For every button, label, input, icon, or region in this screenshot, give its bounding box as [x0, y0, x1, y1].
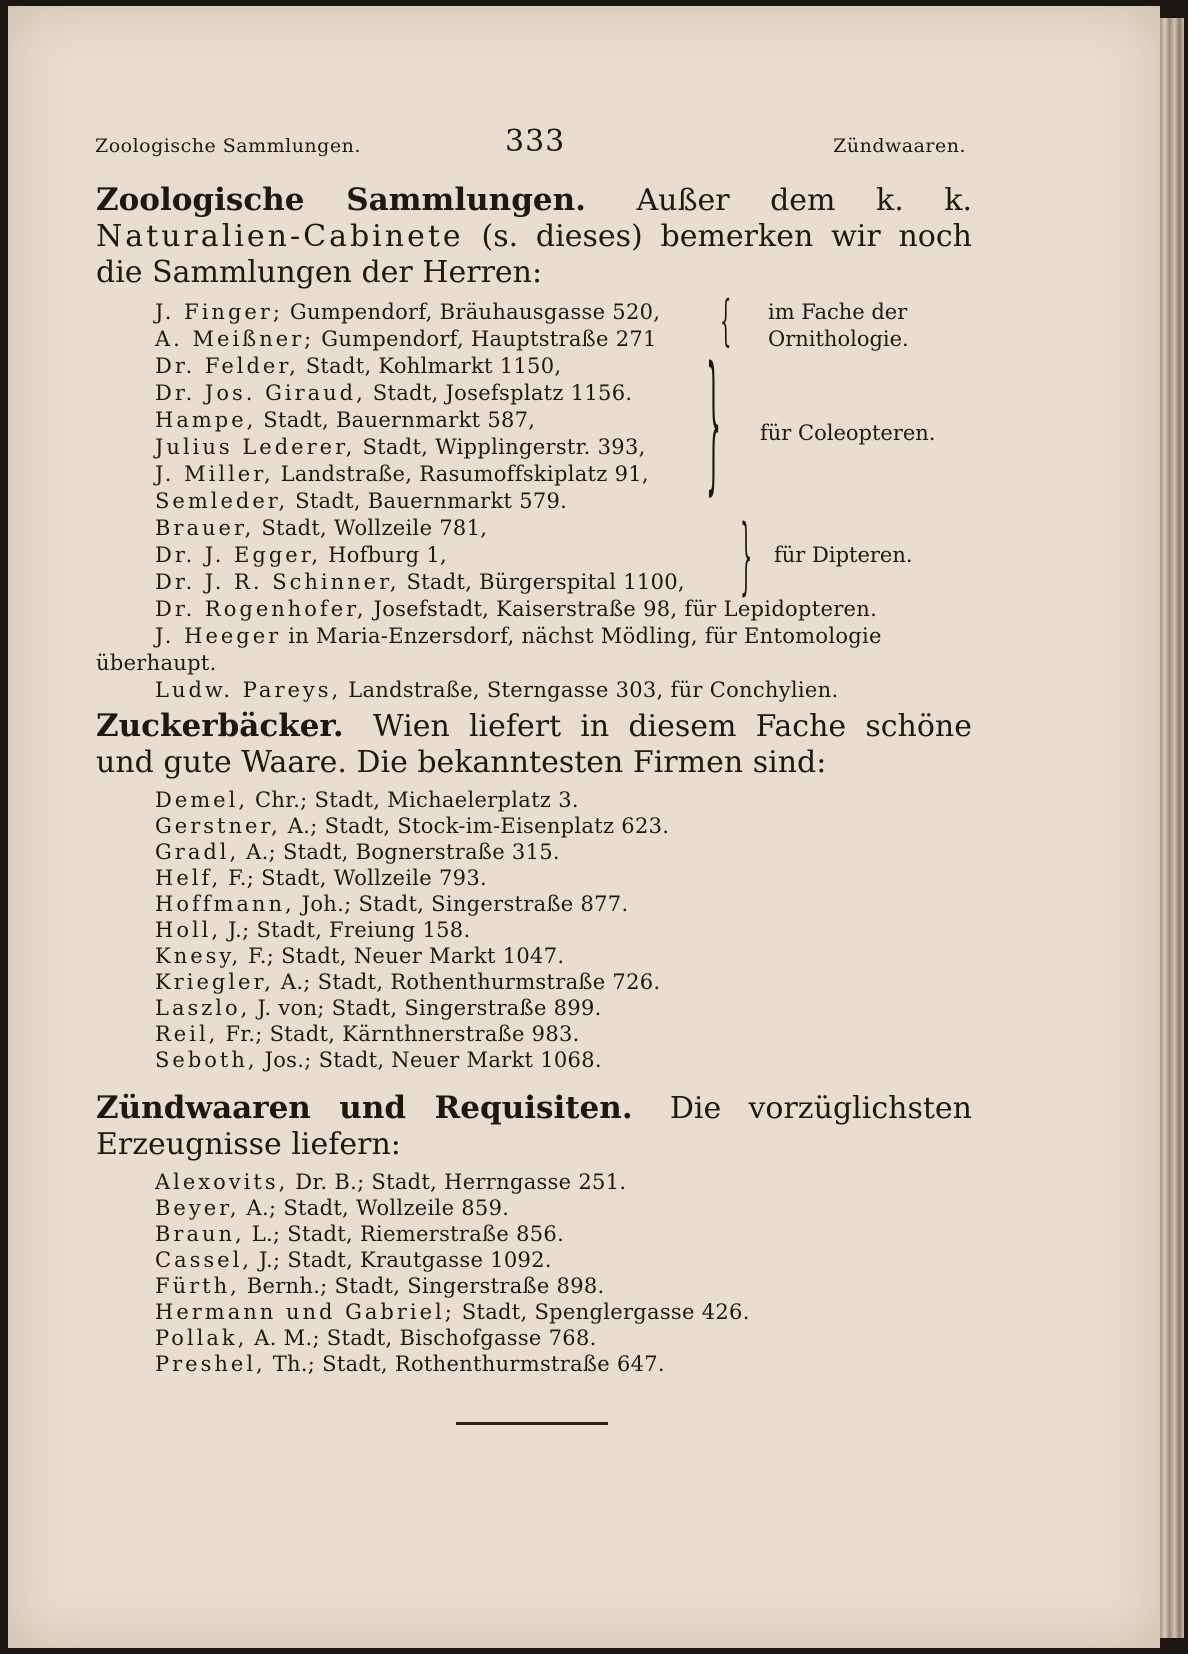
section-intro: Die vorzüglichsten Erzeugnisse liefern:	[96, 1091, 972, 1162]
list-item: Brauer, Stadt, Wollzeile 781,	[155, 516, 488, 540]
group-note: für Coleopteren.	[760, 421, 936, 445]
list-item: Hoffmann, Joh.; Stadt, Singerstraße 877.	[155, 892, 629, 916]
bracket: {	[720, 290, 732, 354]
section-intro: Außer dem k. k.	[636, 183, 972, 218]
list-item: Reil, Fr.; Stadt, Kärnthnerstraße 983.	[155, 1022, 580, 1046]
running-header-left: Zoologische Sammlungen.	[95, 135, 361, 157]
list-item: Dr. Jos. Giraud, Stadt, Josefsplatz 1156.	[155, 381, 633, 405]
list-item-continuation: überhaupt.	[96, 651, 217, 675]
list-item: Beyer, A.; Stadt, Wollzeile 859.	[155, 1196, 510, 1220]
list-item: Holl, J.; Stadt, Freiung 158.	[155, 918, 471, 942]
list-item: Semleder, Stadt, Bauernmarkt 579.	[155, 489, 568, 513]
list-item: Fürth, Bernh.; Stadt, Singerstraße 898.	[155, 1274, 605, 1298]
list-item: Gerstner, A.; Stadt, Stock-im-Eisenplatz 623.	[155, 814, 670, 838]
list-item: Alexovits, Dr. B.; Stadt, Herrngasse 251.	[155, 1170, 627, 1194]
list-item: Helf, F.; Stadt, Wollzeile 793.	[155, 866, 487, 890]
list-item: J. Finger; Gumpendorf, Bräuhausgasse 520,	[155, 300, 661, 324]
list-item: Demel, Chr.; Stadt, Michaelerplatz 3.	[155, 788, 579, 812]
list-item: Hermann und Gabriel; Stadt, Spenglergasse 426.	[155, 1300, 750, 1324]
section-intro-spaced: Naturalien-Cabinete	[96, 219, 464, 254]
section-zuendwaaren	[96, 1090, 972, 1163]
section-zoologische	[96, 182, 972, 291]
list-item: Dr. Rogenhofer, Josefstadt, Kaiserstraße 98, für Lepidopteren.	[155, 597, 878, 621]
section-heading: Zoologische Sammlungen.	[96, 182, 586, 218]
list-item: Pollak, A. M.; Stadt, Bischofgasse 768.	[155, 1326, 597, 1350]
list-item: Knesy, F.; Stadt, Neuer Markt 1047.	[155, 944, 565, 968]
list-item: Julius Lederer, Stadt, Wipplingerstr. 393,	[155, 435, 646, 459]
list-item: Preshel, Th.; Stadt, Rothenthurmstraße 647.	[155, 1352, 665, 1376]
list-item: Dr. J. Egger, Hofburg 1,	[155, 543, 447, 567]
list-item: Ludw. Pareys, Landstraße, Sterngasse 303, für Conchylien.	[155, 678, 839, 702]
bracket: }	[706, 336, 722, 513]
list-item: Cassel, J.; Stadt, Krautgasse 1092.	[155, 1248, 552, 1272]
list-item: J. Miller, Landstraße, Rasumoffskiplatz 91,	[155, 462, 649, 486]
end-rule	[456, 1422, 608, 1425]
list-item: A. Meißner; Gumpendorf, Hauptstraße 271	[155, 327, 657, 351]
list-item: Kriegler, A.; Stadt, Rothenthurmstraße 726.	[155, 970, 661, 994]
section-zuckerbaecker	[96, 708, 972, 781]
list-item: Hampe, Stadt, Bauernmarkt 587,	[155, 408, 536, 432]
section-intro: (s. dieses) bemerken wir noch die Sammlungen der Herren:	[96, 219, 972, 290]
group-note: im Fache der	[768, 300, 908, 324]
bracket: }	[740, 506, 753, 605]
section-heading: Zuckerbäcker.	[96, 708, 344, 744]
group-note: für Dipteren.	[774, 543, 913, 567]
list-item: Laszlo, J. von; Stadt, Singerstraße 899.	[155, 996, 602, 1020]
section-intro: Wien liefert in diesem Fache schöne und gute Waare. Die bekanntesten Firmen sind:	[96, 709, 972, 780]
group-note: Ornithologie.	[768, 327, 909, 351]
running-header-right: Zündwaaren.	[833, 135, 966, 157]
list-item: Seboth, Jos.; Stadt, Neuer Markt 1068.	[155, 1048, 602, 1072]
list-item: Dr. Felder, Stadt, Kohlmarkt 1150,	[155, 354, 562, 378]
list-item: Dr. J. R. Schinner, Stadt, Bürgerspital 1100,	[155, 570, 685, 594]
page-number: 333	[505, 124, 566, 159]
list-item: Gradl, A.; Stadt, Bognerstraße 315.	[155, 840, 560, 864]
section-heading: Zündwaaren und Requisiten.	[96, 1090, 633, 1126]
list-item: Braun, L.; Stadt, Riemerstraße 856.	[155, 1222, 565, 1246]
list-item: J. Heeger in Maria-Enzersdorf, nächst Mödling, für Entomologie	[155, 624, 882, 648]
page-edge	[1160, 18, 1184, 1638]
